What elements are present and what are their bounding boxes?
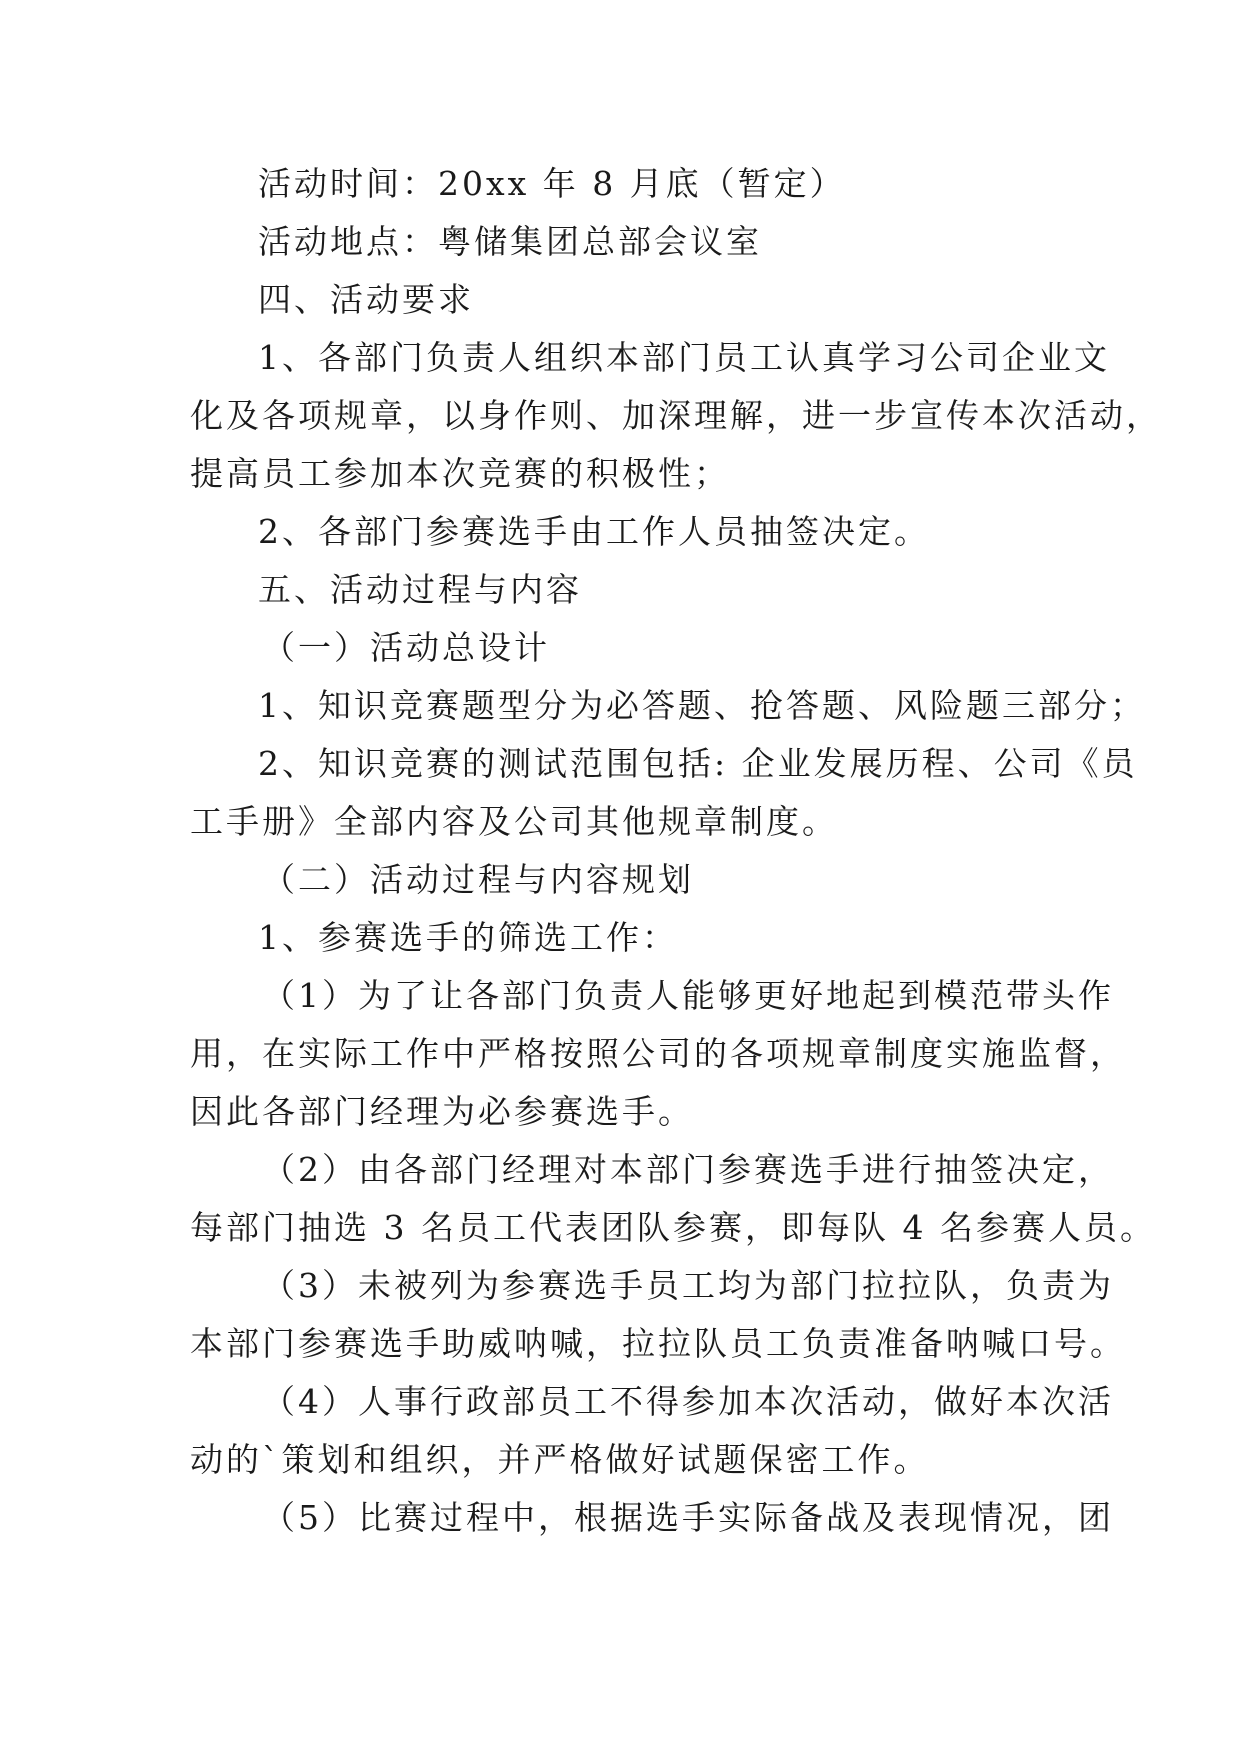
subsection-heading-process-plan: （二）活动过程与内容规划 [262, 860, 694, 899]
paragraph-line: 工手册》全部内容及公司其他规章制度。 [190, 802, 838, 841]
paragraph-line: 动的`策划和组织，并严格做好试题保密工作。 [190, 1440, 930, 1479]
paragraph-line: 2、各部门参赛选手由工作人员抽签决定。 [258, 512, 930, 551]
subsection-heading-overall-design: （一）活动总设计 [262, 628, 550, 667]
paragraph-line: （1）为了让各部门负责人能够更好地起到模范带头作 [262, 976, 1114, 1015]
paragraph-line: 化及各项规章，以身作则、加深理解，进一步宣传本次活动， [190, 396, 1162, 435]
paragraph-line: （3）未被列为参赛选手员工均为部门拉拉队，负责为 [262, 1266, 1114, 1305]
paragraph-line: （4）人事行政部员工不得参加本次活动，做好本次活 [262, 1382, 1114, 1421]
paragraph-line: （5）比赛过程中，根据选手实际备战及表现情况，团 [262, 1498, 1114, 1537]
paragraph-line: 本部门参赛选手助威呐喊，拉拉队员工负责准备呐喊口号。 [190, 1324, 1126, 1363]
paragraph-line: 用，在实际工作中严格按照公司的各项规章制度实施监督， [190, 1034, 1126, 1073]
paragraph-line: 因此各部门经理为必参赛选手。 [190, 1092, 694, 1131]
paragraph-line: 每部门抽选 3 名员工代表团队参赛，即每队 4 名参赛人员。 [190, 1208, 1156, 1247]
paragraph-line: 1、知识竞赛题型分为必答题、抢答题、风险题三部分； [258, 686, 1146, 725]
activity-location-line: 活动地点：粤储集团总部会议室 [258, 222, 762, 261]
activity-time-line: 活动时间：20xx 年 8 月底（暂定） [258, 164, 846, 203]
paragraph-line: 2、知识竞赛的测试范围包括: 企业发展历程、公司《员 [258, 744, 1138, 783]
paragraph-line: （2）由各部门经理对本部门参赛选手进行抽签决定， [262, 1150, 1114, 1189]
section-heading-process: 五、活动过程与内容 [258, 570, 582, 609]
paragraph-line: 1、参赛选手的筛选工作： [258, 918, 678, 957]
paragraph-line: 1、各部门负责人组织本部门员工认真学习公司企业文 [258, 338, 1110, 377]
section-heading-requirements: 四、活动要求 [258, 280, 474, 319]
paragraph-line: 提高员工参加本次竞赛的积极性； [190, 454, 730, 493]
